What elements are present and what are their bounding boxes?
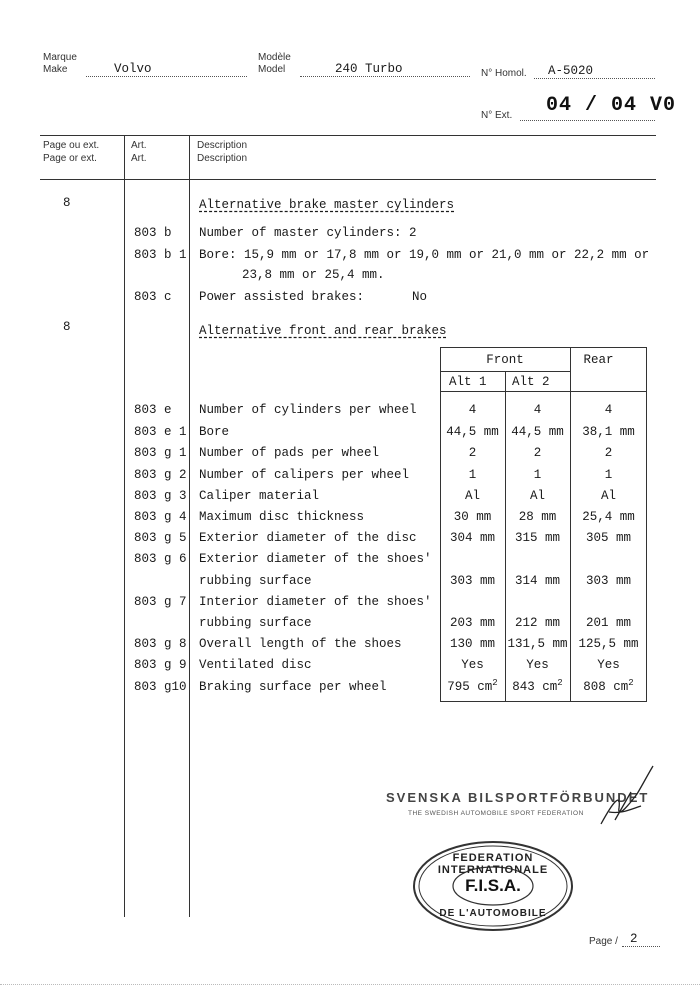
table-header-alt1: Alt 1 — [449, 375, 487, 389]
col-art-fr: Art. — [131, 140, 147, 151]
table-cell-exponent: 2 — [557, 677, 563, 688]
table-header-front: Front — [486, 353, 524, 367]
section2-art: 803 g 5 — [134, 531, 187, 545]
table-cell-a2: 314 mm — [514, 574, 560, 588]
model-value: 240 Turbo — [335, 62, 403, 76]
section2-art: 803 g 7 — [134, 595, 187, 609]
table-header-rear: Rear — [583, 353, 614, 367]
col-page-fr: Page ou ext. — [43, 140, 100, 151]
table-cell-a2: 1 — [533, 468, 542, 482]
section2-art: 803 g 2 — [134, 468, 187, 482]
col-desc-fr: Description — [197, 140, 248, 151]
table-cell-a1: 130 mm — [449, 637, 495, 651]
col-page-en: Page or ext. — [43, 153, 97, 164]
table-cell-a2: 4 — [533, 403, 542, 417]
table-cell-a1: 303 mm — [449, 574, 495, 588]
section2-text: rubbing surface — [199, 574, 312, 588]
col-desc-en: Description — [197, 153, 248, 164]
section2-text: Exterior diameter of the disc — [199, 531, 417, 545]
section2-text: Braking surface per wheel — [199, 680, 387, 694]
table-cell-value: 795 cm — [447, 680, 493, 694]
fisa-center-text: F.I.S.A. — [465, 876, 521, 895]
section2-art: 803 g 4 — [134, 510, 187, 524]
signature-icon — [591, 762, 661, 842]
homol-underline — [534, 78, 655, 79]
table-cell-a1: Al — [464, 489, 480, 503]
section1-value: No — [412, 290, 428, 304]
table-cell-rear: 201 mm — [585, 616, 631, 630]
section2-text: Number of pads per wheel — [199, 446, 380, 460]
table-cell-rear: 2 — [604, 446, 613, 460]
table-cell-a2: 28 mm — [518, 510, 557, 524]
column-divider-description — [189, 135, 190, 917]
model-label-en: Model — [258, 64, 286, 75]
section2-text: Overall length of the shoes — [199, 637, 402, 651]
table-cell-a1: 304 mm — [449, 531, 495, 545]
table-cell-rear: 25,4 mm — [582, 510, 635, 524]
table-cell-a1: 44,5 mm — [446, 425, 499, 439]
section2-text: Number of cylinders per wheel — [199, 403, 417, 417]
fisa-top-text: FEDERATION INTERNATIONALE — [437, 852, 549, 876]
make-label-en: Make — [43, 64, 68, 75]
col-art-en: Art. — [131, 153, 147, 164]
table-cell-a1: 203 mm — [449, 616, 495, 630]
section2-art: 803 g 1 — [134, 446, 187, 460]
section2-title: Alternative front and rear brakes — [199, 324, 447, 338]
federation-subtitle: THE SWEDISH AUTOMOBILE SPORT FEDERATION — [408, 810, 584, 817]
table-cell-value: 843 cm — [512, 680, 558, 694]
make-label-fr: Marque — [43, 52, 77, 63]
section1-text: Bore: 15,9 mm or 17,8 mm or 19,0 mm or 21,0 mm or 22,2 mm or — [199, 248, 650, 262]
table-cell-rear: 303 mm — [585, 574, 631, 588]
column-divider-art — [124, 135, 125, 917]
table-cell-a2: 2 — [533, 446, 542, 460]
section2-art: 803 e — [134, 403, 172, 417]
table-cell-a2: 131,5 mm — [507, 637, 568, 651]
header-bottom-rule — [40, 179, 656, 180]
section2-text: Exterior diameter of the shoes' — [199, 552, 432, 566]
section1-art: 803 b — [134, 226, 172, 240]
table-cell-a2 — [505, 677, 570, 694]
table-cell-value: 808 cm — [583, 680, 629, 694]
section2-text: rubbing surface — [199, 616, 312, 630]
section2-art: 803 g 3 — [134, 489, 187, 503]
table-cell-rear: 38,1 mm — [582, 425, 635, 439]
federation-stamp — [386, 784, 661, 839]
table-cell-exponent: 2 — [628, 677, 634, 688]
section2-art: 803 g 8 — [134, 637, 187, 651]
section2-text: Interior diameter of the shoes' — [199, 595, 432, 609]
section2-art: 803 g10 — [134, 680, 187, 694]
table-header-alt2: Alt 2 — [512, 375, 550, 389]
page-number-underline — [622, 946, 660, 947]
make-value: Volvo — [114, 62, 152, 76]
section2-text: Ventilated disc — [199, 658, 312, 672]
model-underline — [300, 76, 470, 77]
section2-text: Maximum disc thickness — [199, 510, 365, 524]
brake-table-divider — [440, 371, 570, 372]
section1-art: 803 c — [134, 290, 172, 304]
section1-text: 23,8 mm or 25,4 mm. — [242, 268, 385, 282]
make-underline — [86, 76, 247, 77]
section1-text: Number of master cylinders: 2 — [199, 226, 417, 240]
section2-text: Number of calipers per wheel — [199, 468, 410, 482]
section1-page: 8 — [63, 196, 71, 210]
brake-table-divider — [440, 391, 647, 392]
table-cell-a1 — [440, 677, 505, 694]
fisa-bottom-text: DE L'AUTOMOBILE — [439, 908, 547, 919]
table-cell-a1: 30 mm — [453, 510, 492, 524]
section2-art: 803 g 9 — [134, 658, 187, 672]
table-cell-rear: 125,5 mm — [578, 637, 639, 651]
table-cell-a2: Al — [529, 489, 545, 503]
homol-value: A-5020 — [548, 64, 594, 78]
model-label-fr: Modèle — [258, 52, 291, 63]
homol-label: N° Homol. — [481, 68, 527, 79]
table-cell-a2: 315 mm — [514, 531, 560, 545]
header-top-rule — [40, 135, 656, 136]
ext-value: 04 / 04 V0 — [546, 94, 677, 117]
table-cell-a2: Yes — [526, 658, 549, 672]
table-cell-rear: 305 mm — [585, 531, 631, 545]
page-number: 2 — [630, 932, 638, 946]
table-cell-rear: Yes — [597, 658, 620, 672]
table-cell-rear: 1 — [604, 468, 613, 482]
bottom-edge — [0, 984, 700, 985]
section2-page: 8 — [63, 320, 71, 334]
table-cell-a1: 4 — [468, 403, 477, 417]
section2-art: 803 e 1 — [134, 425, 187, 439]
table-cell-rear: Al — [600, 489, 616, 503]
table-cell-a2: 212 mm — [514, 616, 560, 630]
ext-underline — [520, 120, 655, 121]
page-label: Page / — [589, 936, 618, 947]
section1-text: Power assisted brakes: — [199, 290, 365, 304]
table-cell-a1: Yes — [461, 658, 484, 672]
section2-art: 803 g 6 — [134, 552, 187, 566]
table-cell-a1: 2 — [468, 446, 477, 460]
table-cell-rear: 4 — [604, 403, 613, 417]
table-cell-exponent: 2 — [492, 677, 498, 688]
section2-text: Bore — [199, 425, 230, 439]
section1-title: Alternative brake master cylinders — [199, 198, 455, 212]
table-cell-a2: 44,5 mm — [511, 425, 564, 439]
section2-text: Caliper material — [199, 489, 320, 503]
fisa-stamp — [412, 840, 574, 932]
table-cell-rear — [570, 677, 647, 694]
section1-art: 803 b 1 — [134, 248, 187, 262]
ext-label: N° Ext. — [481, 110, 513, 121]
federation-name: SVENSKA BILSPORTFÖRBUNDET — [386, 790, 650, 805]
table-cell-a1: 1 — [468, 468, 477, 482]
